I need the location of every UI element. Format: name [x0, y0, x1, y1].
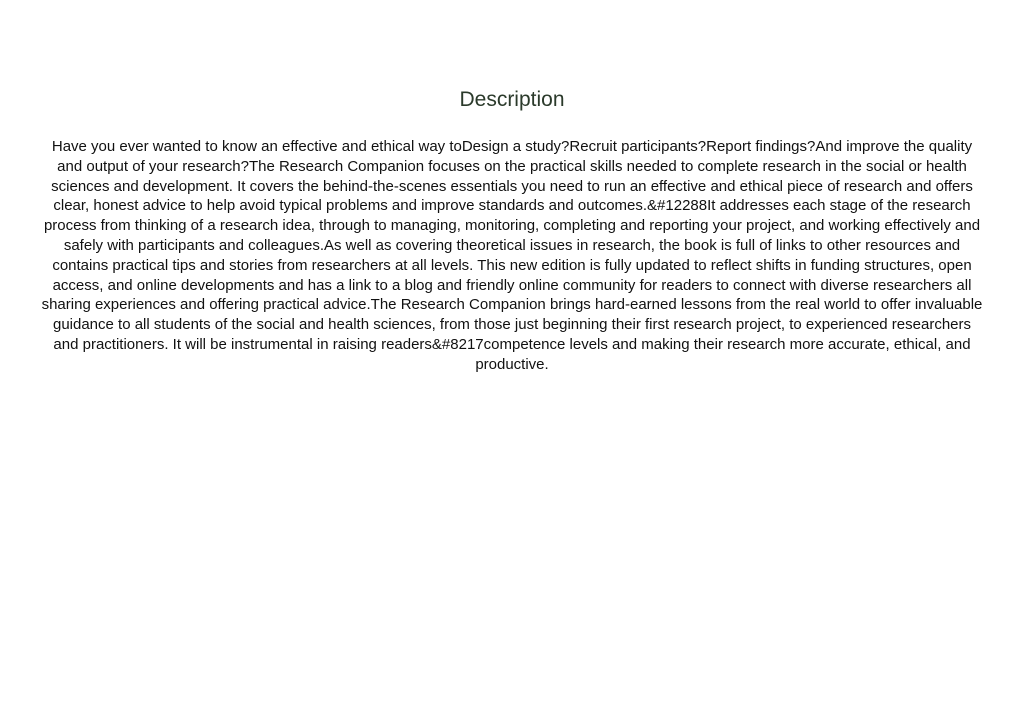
description-heading: Description: [459, 88, 565, 111]
description-text: Have you ever wanted to know an effective and ethical way toDesign a study?Recruit participants?Report findings?And improve the quality and output of your research?The Research Companion focuses on the practical skills needed to complete research in the social or health sciences and development. It covers the behind-the-scenes essentials you need to run an effective and ethical piece of research and offers clear, honest advice to help avoid typical problems and improve standards and outcomes.&#12288It addresses each stage of the research process from thinking of a research idea, through to managing, monitoring, completing and reporting your project, and working effectively and safely with participants and colleagues.As well as covering theoretical issues in research, the book is full of links to other resources and contains practical tips and stories from researchers at all levels. This new edition is fully updated to reflect shifts in funding structures, open access, and online developments and has a link to a blog and friendly online community for readers to connect with diverse researchers all sharing experiences and offering practical advice.The Research Companion brings hard-earned lessons from the real world to offer invaluable guidance to all students of the social and health sciences, from those just beginning their first research project, to experienced researchers and practitioners. It will be instrumental in raising readers&#8217competence levels and making their research more accurate, ethical, and productive.: [41, 138, 983, 373]
